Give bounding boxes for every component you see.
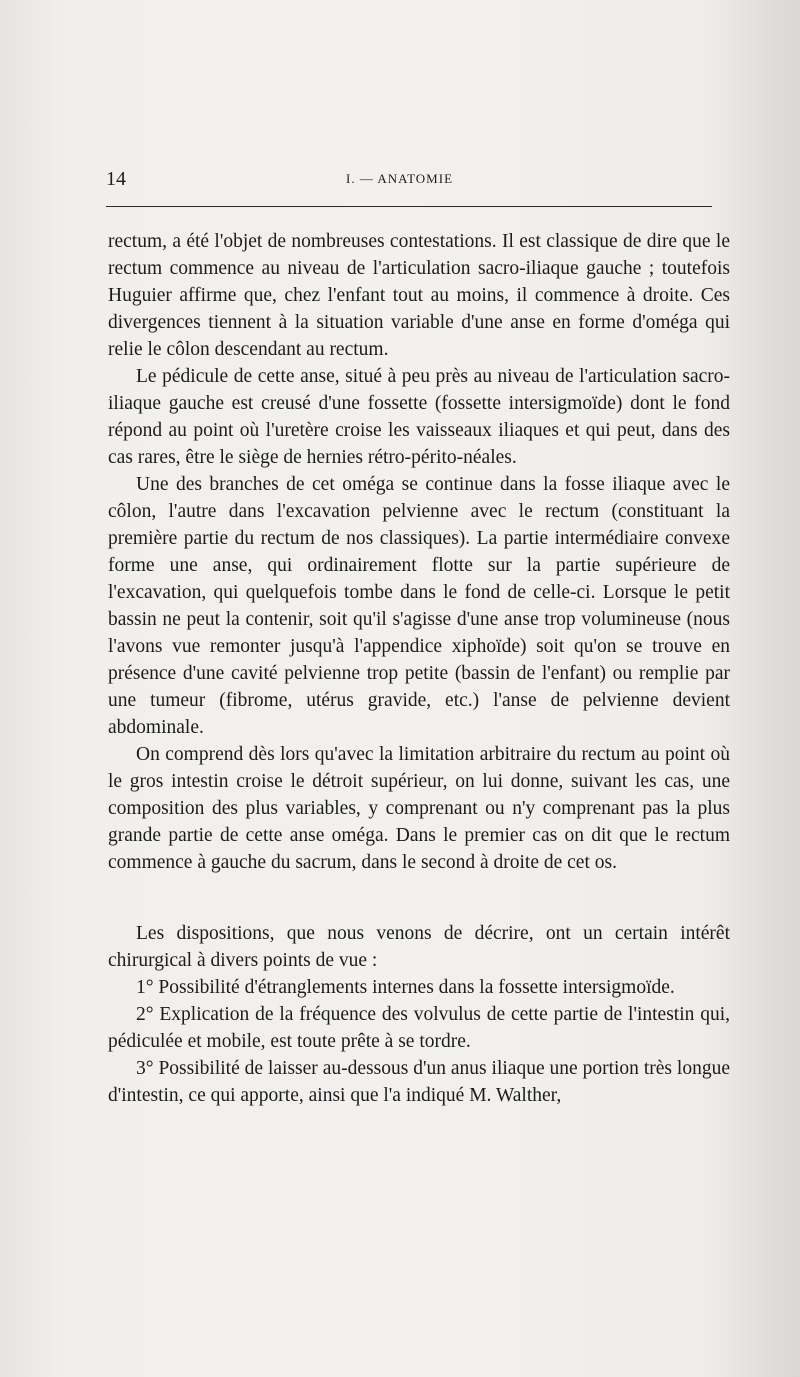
paragraph: On comprend dès lors qu'avec la limitation arbitraire du rectum au point où le gros intestin croise le détroit supérieur, on lui donne, suivant les cas, une composition des plus variables, y comprenant ou n'y comprenant pas la plus grande partie de cette anse oméga. Dans le premier cas on dit que le rectum commence à gauche du sacrum, dans le second à droite de cet os. xyxy=(108,744,730,873)
body-text xyxy=(108,228,730,1109)
list-item: 1° Possibilité d'étranglements internes dans la fossette intersigmoïde. xyxy=(136,977,675,998)
header-rule xyxy=(106,206,712,207)
paragraph: Les dispositions, que nous venons de décrire, ont un certain intérêt chirurgical à divers points de vue : xyxy=(108,923,730,971)
running-head: I. — ANATOMIE xyxy=(346,171,454,186)
list-item: 3° Possibilité de laisser au-dessous d'un anus iliaque une portion très longue d'intestin, ce qui apporte, ainsi que l'a indiqué M. Walther, xyxy=(108,1058,730,1106)
paragraph: Une des branches de cet oméga se continue dans la fosse iliaque avec le côlon, l'autre dans l'excavation pelvienne avec le rectum (constituant la première partie du rectum de nos classiques). La partie intermédiaire convexe forme une anse, qui ordinairement flotte sur la partie supérieure de l'excavation, qui quelquefois tombe dans le fond de celle-ci. Lorsque le petit bassin ne peut la contenir, soit qu'il s'agisse d'une anse trop volumineuse (nous l'avons vue remonter jusqu'à l'appendice xiphoïde) soit qu'on se trouve en présence d'une cavité pelvienne trop petite (bassin de l'enfant) ou remplie par une tumeur (fibrome, utérus gravide, etc.) l'anse de pelvienne devient abdominale. xyxy=(108,474,730,738)
page-header xyxy=(106,168,712,192)
page-number: 14 xyxy=(106,168,126,190)
paragraph: Le pédicule de cette anse, situé à peu près au niveau de l'articulation sacro-iliaque gauche est creusé d'une fossette (fossette intersigmoïde) dont le fond répond au point où l'uretère croise les vaisseaux iliaques et qui peut, dans des cas rares, être le siège de hernies rétro-périto-néales. xyxy=(108,366,730,468)
paragraph: rectum, a été l'objet de nombreuses contestations. Il est classique de dire que le rectum commence au niveau de l'articulation sacro-iliaque gauche ; toutefois Huguier affirme que, chez l'enfant tout au moins, il commence à droite. Ces divergences tiennent à la situation variable d'une anse en forme d'oméga qui relie le côlon descendant au rectum. xyxy=(108,231,730,360)
list-item: 2° Explication de la fréquence des volvulus de cette partie de l'intestin qui, pédiculée et mobile, est toute prête à se tordre. xyxy=(108,1004,730,1052)
